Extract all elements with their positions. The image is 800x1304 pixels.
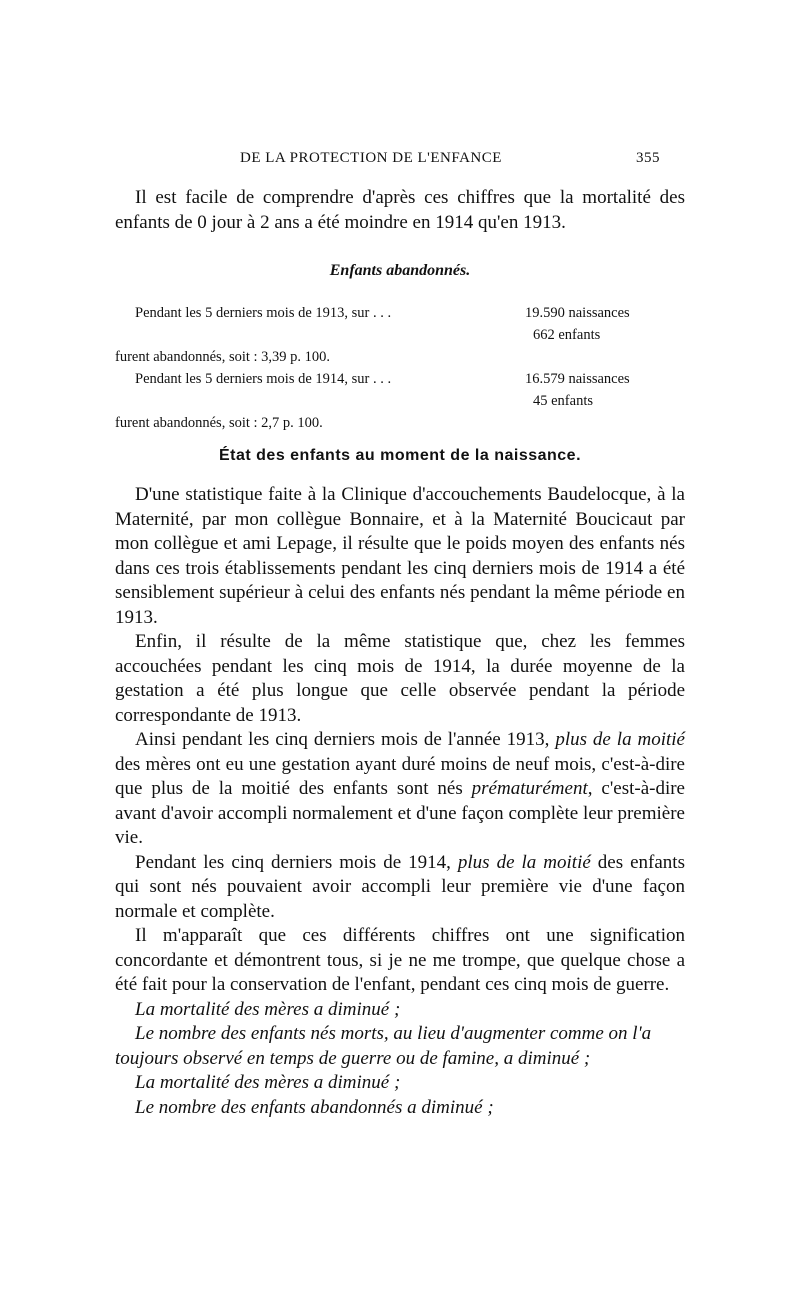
section-heading: État des enfants au moment de la naissance.: [218, 447, 582, 464]
text-run: Ainsi pendant les cinq derniers mois de l'année 1913,: [135, 729, 556, 750]
stat-value: 19.590 naissances: [525, 305, 630, 321]
italic-paragraph: Le nombre des enfants abandonnés a diminué ;: [135, 1096, 494, 1118]
stat-value: 45 enfants: [533, 393, 593, 409]
stat-result: furent abandonnés, soit : 3,39 p. 100.: [115, 349, 331, 365]
paragraph: Enfin, il résulte de la même statistique que, chez les femmes accouchées pendant les cinq mois de 1914, la durée moyenne de la gestation a été plus longue que celle observée pendant la période correspondante de 1913.: [115, 631, 685, 726]
italic-paragraph: Le nombre des enfants nés morts, au lieu d'augmenter comme on l'a toujours observé en temps de guerre ou de famine, a diminué ;: [115, 1023, 652, 1069]
stat-result: furent abandonnés, soit : 2,7 p. 100.: [115, 415, 323, 431]
paragraph: [115, 851, 685, 925]
stat-label: Pendant les 5 derniers mois de 1913, sur . . .: [135, 305, 392, 321]
stat-row: [115, 346, 685, 368]
italic-paragraph: La mortalité des mères a diminué ;: [135, 1072, 401, 1093]
body-text: [115, 483, 685, 1120]
abandonment-stats: [115, 302, 685, 434]
subtitle-abandoned-children: Enfants abandonnés.: [329, 262, 471, 279]
stat-row: [115, 324, 685, 346]
stat-row: [115, 390, 685, 412]
text-run: des enfants qui sont nés pouvaient avoir accompli leur première vie d'une façon normale et complète.: [115, 851, 685, 922]
paragraph: [115, 728, 685, 851]
stat-value: 662 enfants: [533, 327, 601, 343]
text-run: des mères ont eu une gestation ayant duré moins de neuf mois, c'est-à-dire que plus de la moitié des enfants sont nés: [115, 753, 685, 799]
intro-paragraph: Il est facile de comprendre d'après ces chiffres que la mortalité des enfants de 0 jour à 2 ans a été moindre en 1914 qu'en 1913.: [115, 187, 685, 233]
page-number: 355: [636, 150, 660, 166]
text-run: Pendant les cinq derniers mois de 1914,: [135, 851, 458, 873]
intro-block: [115, 186, 685, 235]
paragraph: Il m'apparaît que ces différents chiffres ont une signification concordante et démontrent tous, si je ne me trompe, que quelque chose a été fait pour la conservation de l'enfant, pendant ces cinq mois de guerre.: [115, 925, 685, 995]
stat-row: [115, 302, 685, 324]
emphasis: plus de la moitié: [457, 851, 591, 873]
stat-value: 16.579 naissances: [525, 371, 630, 387]
emphasis: plus de la moitié: [555, 729, 685, 750]
italic-paragraph: La mortalité des mères a diminué ;: [135, 998, 401, 1020]
stat-row: [115, 368, 685, 390]
paragraph: D'une statistique faite à la Clinique d'accouchements Baudelocque, à la Maternité, par mon collègue Bonnaire, et à la Maternité Boucicaut par mon collègue et ami Lepage, il résulte que le poids moyen des enfants nés dans ces trois établissements pendant les cinq derniers mois de 1914 a été sensiblement supérieur à celui des enfants nés pendant la même période en 1913.: [115, 484, 685, 628]
stat-label: Pendant les 5 derniers mois de 1914, sur . . .: [135, 371, 392, 387]
running-title: DE LA PROTECTION DE L'ENFANCE: [240, 150, 502, 166]
stat-row: [115, 412, 685, 434]
emphasis: prématurément: [471, 778, 588, 799]
text-run: , c'est-à-dire avant d'avoir accompli normalement et d'une façon complète leur première vie.: [115, 778, 685, 848]
